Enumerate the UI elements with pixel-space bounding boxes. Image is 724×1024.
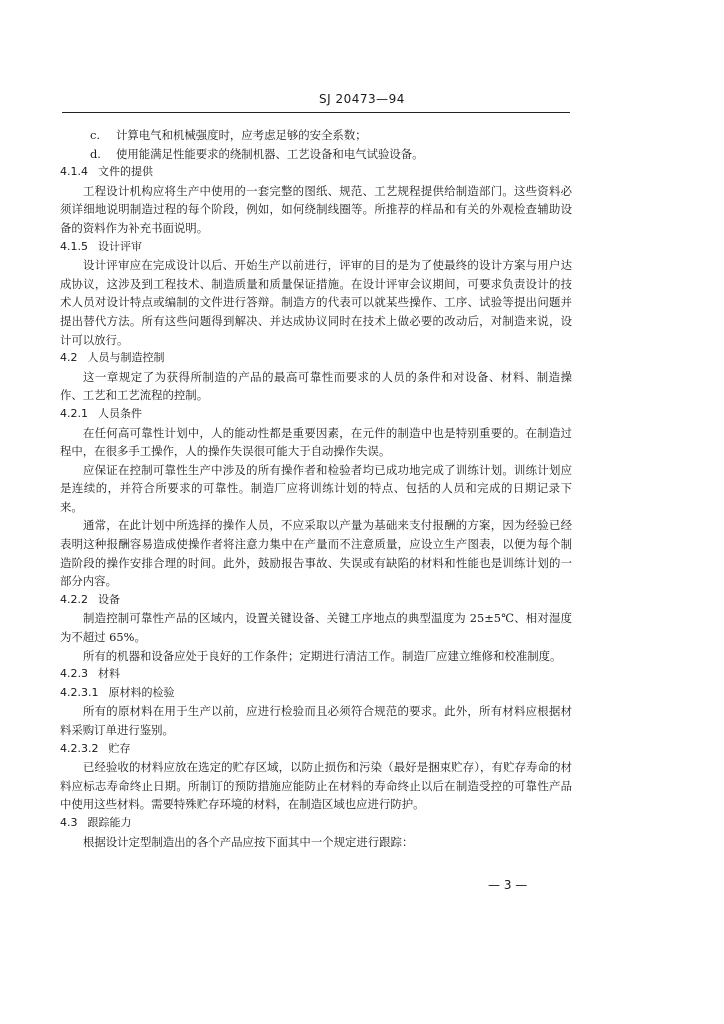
section-number: 4.1.5 [60, 239, 88, 253]
paragraph-4-2-1-a: 在任何高可靠性计划中，人的能动性都是重要因素，在元件的制造中也是特别重要的。在制造过程中，在很多手工操作，人的操作失误很可能大于自动操作失误。 [60, 425, 572, 459]
section-heading-4-2-3 [60, 665, 572, 684]
list-item-d [60, 145, 572, 164]
page-number: — 3 — [488, 878, 528, 892]
section-title: 设计评审 [98, 239, 142, 253]
section-title: 人员条件 [98, 406, 142, 420]
section-number: 4.2 [60, 351, 78, 365]
section-title: 材料 [98, 667, 120, 681]
section-heading-4-1-4 [60, 163, 572, 182]
section-title: 设备 [98, 592, 120, 606]
paragraph-4-2-2-a: 制造控制可靠性产品的区域内，设置关键设备、关键工序地点的典型温度为 25±5℃、相对湿度为不超过 65%。 [60, 611, 572, 645]
paragraph-4-3: 根据设计定型制造出的各个产品应按下面其中一个规定进行跟踪： [83, 834, 414, 849]
section-heading-4-3 [60, 814, 572, 833]
section-heading-4-2 [60, 349, 572, 368]
paragraph-4-2-2-b: 所有的机器和设备应处于良好的工作条件；定期进行清洁工作。制造厂应建立维修和校准制度。 [83, 648, 562, 663]
paragraph-4-2-1-b: 应保证在控制可靠性生产中涉及的所有操作者和检验者均已成功地完成了训练计划。训练计划应是连续的，并符合所要求的可靠性。制造厂应将训练计划的特点、包括的人员和完成的日期记录下来。 [60, 462, 572, 514]
section-title: 人员与制造控制 [87, 351, 165, 365]
section-number: 4.1.4 [60, 165, 88, 179]
list-item-text: 使用能满足性能要求的绕制机器、工艺设备和电气试验设备。 [116, 146, 424, 161]
section-title: 跟踪能力 [87, 815, 132, 829]
section-number: 4.3 [60, 815, 78, 829]
section-number: 4.2.2 [60, 592, 88, 606]
section-title: 原材料的检验 [108, 685, 175, 699]
list-item-label: d. [90, 146, 101, 161]
list-item-label: c. [90, 128, 101, 142]
section-heading-4-2-1 [60, 405, 572, 424]
section-heading-4-2-2 [60, 591, 572, 610]
list-item-c [60, 126, 572, 145]
paragraph-4-1-4: 工程设计机构应将生产中使用的一套完整的图纸、规范、工艺规程提供给制造部门。这些资料必须详细地说明制造过程的每个阶段，例如，如何绕制线圈等。所推荐的样品和有关的外观检查辅助设备的资料作为补充书面说明。 [60, 183, 572, 235]
header-divider [62, 112, 570, 113]
section-number: 4.2.3.2 [60, 741, 99, 755]
paragraph-4-2: 这一章规定了为获得所制造的产品的最高可靠性而要求的人员的条件和对设备、材料、制造操作、工艺和工艺流程的控制。 [60, 369, 572, 403]
section-heading-4-2-3-1 [60, 684, 572, 703]
paragraph-4-2-3-1: 所有的原材料在用于生产以前，应进行检验而且必须符合规范的要求。此外，所有材料应根据材料采购订单进行鉴别。 [60, 704, 572, 737]
section-heading-4-2-3-2 [60, 740, 572, 759]
section-number: 4.2.3.1 [60, 685, 99, 699]
paragraph-4-1-5: 设计评审应在完成设计以后、开始生产以前进行，评审的目的是为了使最终的设计方案与用户达成协议，这涉及到工程技术、制造质量和质量保证措施。在设计评审会议期间，可要求负责设计的技术人员对设计特点或编制的文件进行答辩。制造方的代表可以就某些操作、工序、试验等提出问题并提出替代方法。所有这些问题得到解决、并达成协议同时在技术上做必要的改动后，对制造来说，设计可以放行。 [60, 258, 572, 347]
paragraph-4-2-3-2: 已经验收的材料应放在选定的贮存区域，以防止损伤和污染（最好是捆束贮存），有贮存寿命的材料应标志寿命终止日期。所制订的预防措施应能防止在材料的寿命终止以后在制造受控的可靠性产品中使用这些材料。需要特殊贮存环境的材料，在制造区域也应进行防护。 [60, 760, 572, 812]
document-body [60, 126, 572, 851]
paragraph-4-2-1-c: 通常，在此计划中所选择的操作人员，不应采取以产量为基础来支付报酬的方案，因为经验已经表明这种报酬容易造成使操作者将注意力集中在产量而不注意质量，应设立生产图表，以便为每个制造阶段的操作安排合理的时间。此外，鼓励报告事故、失误或有缺陷的材料和性能也是训练计划的一部分内容。 [60, 518, 572, 589]
section-number: 4.2.1 [60, 406, 88, 420]
section-heading-4-1-5 [60, 238, 572, 257]
section-title: 贮存 [108, 741, 131, 755]
section-title: 文件的提供 [98, 165, 153, 179]
section-number: 4.2.3 [60, 667, 88, 681]
document-number-header: SJ 20473—94 [319, 92, 405, 106]
list-item-text: 计算电气和机械强度时，应考虑足够的安全系数； [116, 128, 367, 142]
